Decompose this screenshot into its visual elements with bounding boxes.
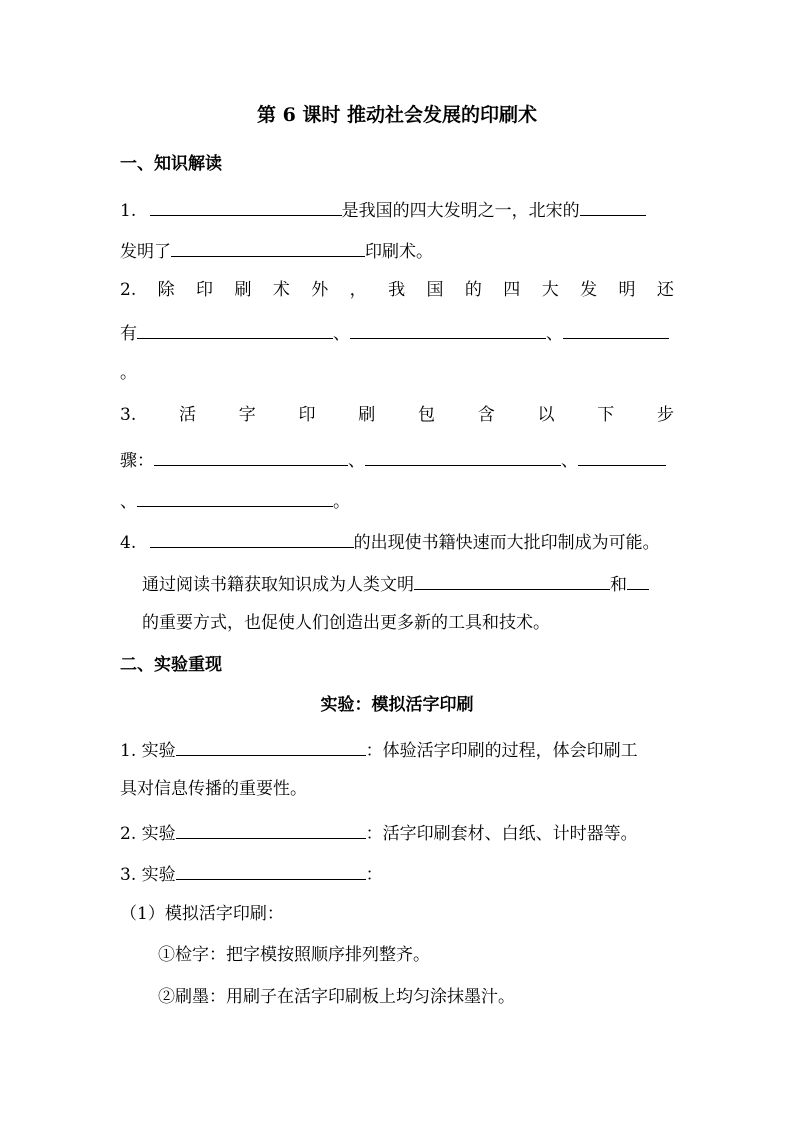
question-char: 印 <box>196 280 214 300</box>
question-char: 的 <box>464 280 482 300</box>
answer-blank[interactable] <box>580 197 646 216</box>
question-char: 国 <box>426 280 444 300</box>
question-char: 外 <box>311 280 329 300</box>
question-4-line-3: 的重要方式，也促使人们创造出更多新的工具和技术。 <box>142 613 550 633</box>
question-text: 通过阅读书籍获取知识成为人类文明 <box>142 575 414 595</box>
question-1-line-1 <box>120 197 646 222</box>
answer-blank[interactable] <box>150 529 354 548</box>
separator: 、 <box>333 324 350 344</box>
answer-blank[interactable] <box>176 820 366 839</box>
answer-blank[interactable] <box>578 447 666 466</box>
answer-blank[interactable] <box>150 197 342 216</box>
step-heading: （1）模拟活字印刷： <box>120 904 284 924</box>
page-title: 第 6 课时 推动社会发展的印刷术 <box>256 104 538 126</box>
answer-blank[interactable] <box>350 320 546 339</box>
step-2: ②刷墨：用刷子在活字印刷板上均匀涂抹墨汁。 <box>158 987 515 1007</box>
separator: 、 <box>561 451 578 471</box>
question-char: 明 <box>618 280 636 300</box>
answer-blank[interactable] <box>137 488 333 507</box>
question-4-line-2 <box>142 571 649 596</box>
question-char: 我 <box>388 280 406 300</box>
answer-blank[interactable] <box>414 571 610 590</box>
question-char: ， <box>349 280 367 300</box>
separator: 、 <box>348 451 365 471</box>
question-text: 有 <box>120 324 137 344</box>
question-char: 2. <box>120 280 137 300</box>
answer-blank[interactable] <box>563 320 669 339</box>
answer-blank[interactable] <box>137 320 333 339</box>
experiment-item-1-line-2: 具对信息传播的重要性。 <box>120 779 307 799</box>
answer-blank[interactable] <box>171 238 365 257</box>
question-char: 发 <box>580 280 598 300</box>
item-text: ：活字印刷套材、白纸、计时器等。 <box>365 824 638 844</box>
question-text: 骤： <box>120 451 154 471</box>
question-2-line-1 <box>120 279 674 301</box>
experiment-item-1-line-1 <box>120 737 638 762</box>
question-3-line-3 <box>120 488 350 513</box>
answer-blank[interactable] <box>154 447 348 466</box>
answer-blank[interactable] <box>365 447 561 466</box>
question-char: 含 <box>477 405 495 425</box>
question-1-line-2 <box>120 238 433 263</box>
question-4-line-1 <box>120 529 660 554</box>
question-number: 1. <box>120 201 137 221</box>
question-char: 刷 <box>234 280 252 300</box>
section-heading-knowledge: 一、知识解读 <box>120 154 222 174</box>
question-char: 包 <box>417 405 435 425</box>
experiment-item-2 <box>120 820 638 845</box>
experiment-title: 实验：模拟活字印刷 <box>320 695 474 715</box>
question-char: 以 <box>537 405 555 425</box>
question-char: 下 <box>597 405 615 425</box>
item-text: ：体验活字印刷的过程，体会印刷工 <box>365 741 638 761</box>
question-char: 术 <box>272 280 290 300</box>
question-text: 和 <box>610 575 627 595</box>
item-text: ： <box>365 865 383 885</box>
separator: 、 <box>546 324 563 344</box>
experiment-item-3 <box>120 861 383 886</box>
question-char: 3. <box>120 405 137 425</box>
answer-blank[interactable] <box>176 737 366 756</box>
section-heading-experiment: 二、实验重现 <box>120 655 222 675</box>
question-text: 发明了 <box>120 242 171 262</box>
question-2-end: 。 <box>120 363 137 383</box>
question-char: 除 <box>157 280 175 300</box>
question-char: 还 <box>656 280 674 300</box>
question-text: 印刷术。 <box>365 242 433 262</box>
answer-blank[interactable] <box>176 861 366 880</box>
question-char: 四 <box>503 280 521 300</box>
step-1: ①检字：把字模按照顺序排列整齐。 <box>158 945 430 965</box>
question-char: 印 <box>298 405 316 425</box>
question-3-line-2 <box>120 447 666 472</box>
item-label: 1. 实验 <box>120 741 176 761</box>
question-text: 是我国的四大发明之一，北宋的 <box>341 201 580 221</box>
answer-blank[interactable] <box>627 571 649 590</box>
separator: 、 <box>120 492 137 512</box>
question-char: 刷 <box>358 405 376 425</box>
item-label: 2. 实验 <box>120 824 176 844</box>
item-label: 3. 实验 <box>120 865 176 885</box>
question-2-line-2 <box>120 320 669 345</box>
question-3-line-1 <box>120 404 674 426</box>
question-text: 的出现使书籍快速而大批印制成为可能。 <box>353 533 660 553</box>
question-char: 大 <box>541 280 559 300</box>
question-number: 4. <box>120 533 137 553</box>
question-char: 字 <box>238 405 256 425</box>
question-char: 活 <box>178 405 196 425</box>
question-text: 。 <box>333 492 350 512</box>
question-char: 步 <box>656 405 674 425</box>
